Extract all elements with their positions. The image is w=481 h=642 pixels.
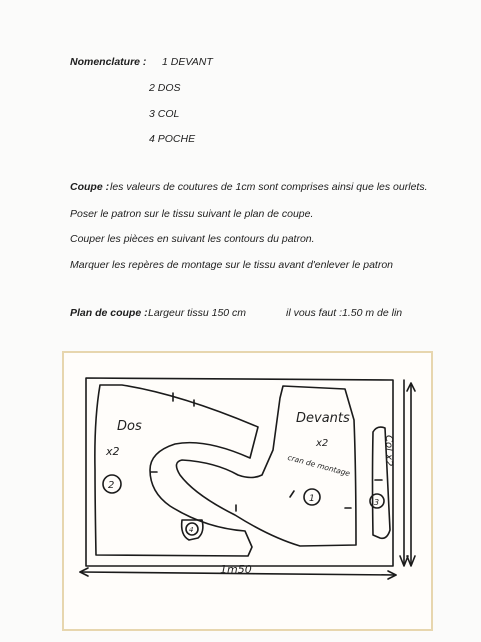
nomenclature-item-3: 3 COL <box>149 108 180 120</box>
dos-qty: x2 <box>106 445 120 458</box>
devants-number: 1 <box>309 494 315 504</box>
coupe-label: Coupe : <box>70 181 110 193</box>
devants-qty: x2 <box>316 438 329 449</box>
col-number: 3 <box>374 498 380 507</box>
plan-need-text: il vous faut :1.50 m de lin <box>286 307 403 319</box>
col-label: Col x2 <box>383 435 394 467</box>
plan-label: Plan de coupe : <box>70 307 148 319</box>
plan-width-text: Largeur tissu 150 cm <box>148 307 247 319</box>
dos-piece <box>95 385 258 556</box>
poche-number: 4 <box>189 526 194 534</box>
nomenclature-label: Nomenclature : <box>70 56 147 68</box>
devants-label: Devants <box>296 411 350 426</box>
dos-label: Dos <box>117 419 142 434</box>
coupe-line-4: Marquer les repères de montage sur le tissu avant d'enlever le patron <box>70 259 394 271</box>
width-dimension-label: 1m50 <box>220 563 252 576</box>
coupe-line-2: Poser le patron sur le tissu suivant le plan de coupe. <box>70 208 314 220</box>
coupe-line-3: Couper les pièces en suivant les contours du patron. <box>70 233 315 245</box>
nomenclature-item-1: 1 DEVANT <box>162 56 213 68</box>
dos-number: 2 <box>108 480 115 491</box>
coupe-line-1: les valeurs de coutures de 1cm sont comprises ainsi que les ourlets. <box>110 181 428 193</box>
nomenclature-item-2: 2 DOS <box>149 82 181 94</box>
repere-label: cran de montage <box>286 452 352 479</box>
nomenclature-item-4: 4 POCHE <box>149 133 196 145</box>
